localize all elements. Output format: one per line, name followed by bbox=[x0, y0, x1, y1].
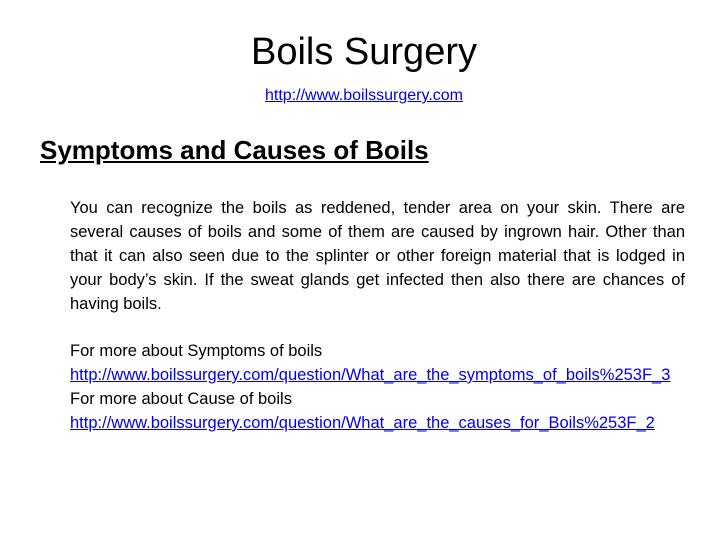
causes-label: For more about Cause of boils bbox=[70, 390, 292, 408]
slide-title: Boils Surgery bbox=[251, 31, 477, 73]
causes-link[interactable]: http://www.boilssurgery.com/question/What_are_the_causes_for_Boils%253F_2 bbox=[70, 414, 655, 432]
body-paragraph: You can recognize the boils as reddened, tender area on your skin. There are several causes of boils and some of them are caused by ingrown hair. Other than that it can also seen due to the splinter or other foreign material that is lodged in your body’s skin. If the sweat glands get infected then also there are chances of having boils. bbox=[70, 199, 685, 313]
more-info-links bbox=[70, 339, 685, 435]
title-url-container bbox=[0, 86, 728, 106]
symptoms-label: For more about Symptoms of boils bbox=[70, 342, 323, 360]
site-link[interactable]: http://www.boilssurgery.com bbox=[265, 87, 463, 104]
symptoms-link[interactable]: http://www.boilssurgery.com/question/What_are_the_symptoms_of_boils%253F_3 bbox=[70, 366, 671, 384]
section-heading: Symptoms and Causes of Boils bbox=[40, 135, 429, 165]
